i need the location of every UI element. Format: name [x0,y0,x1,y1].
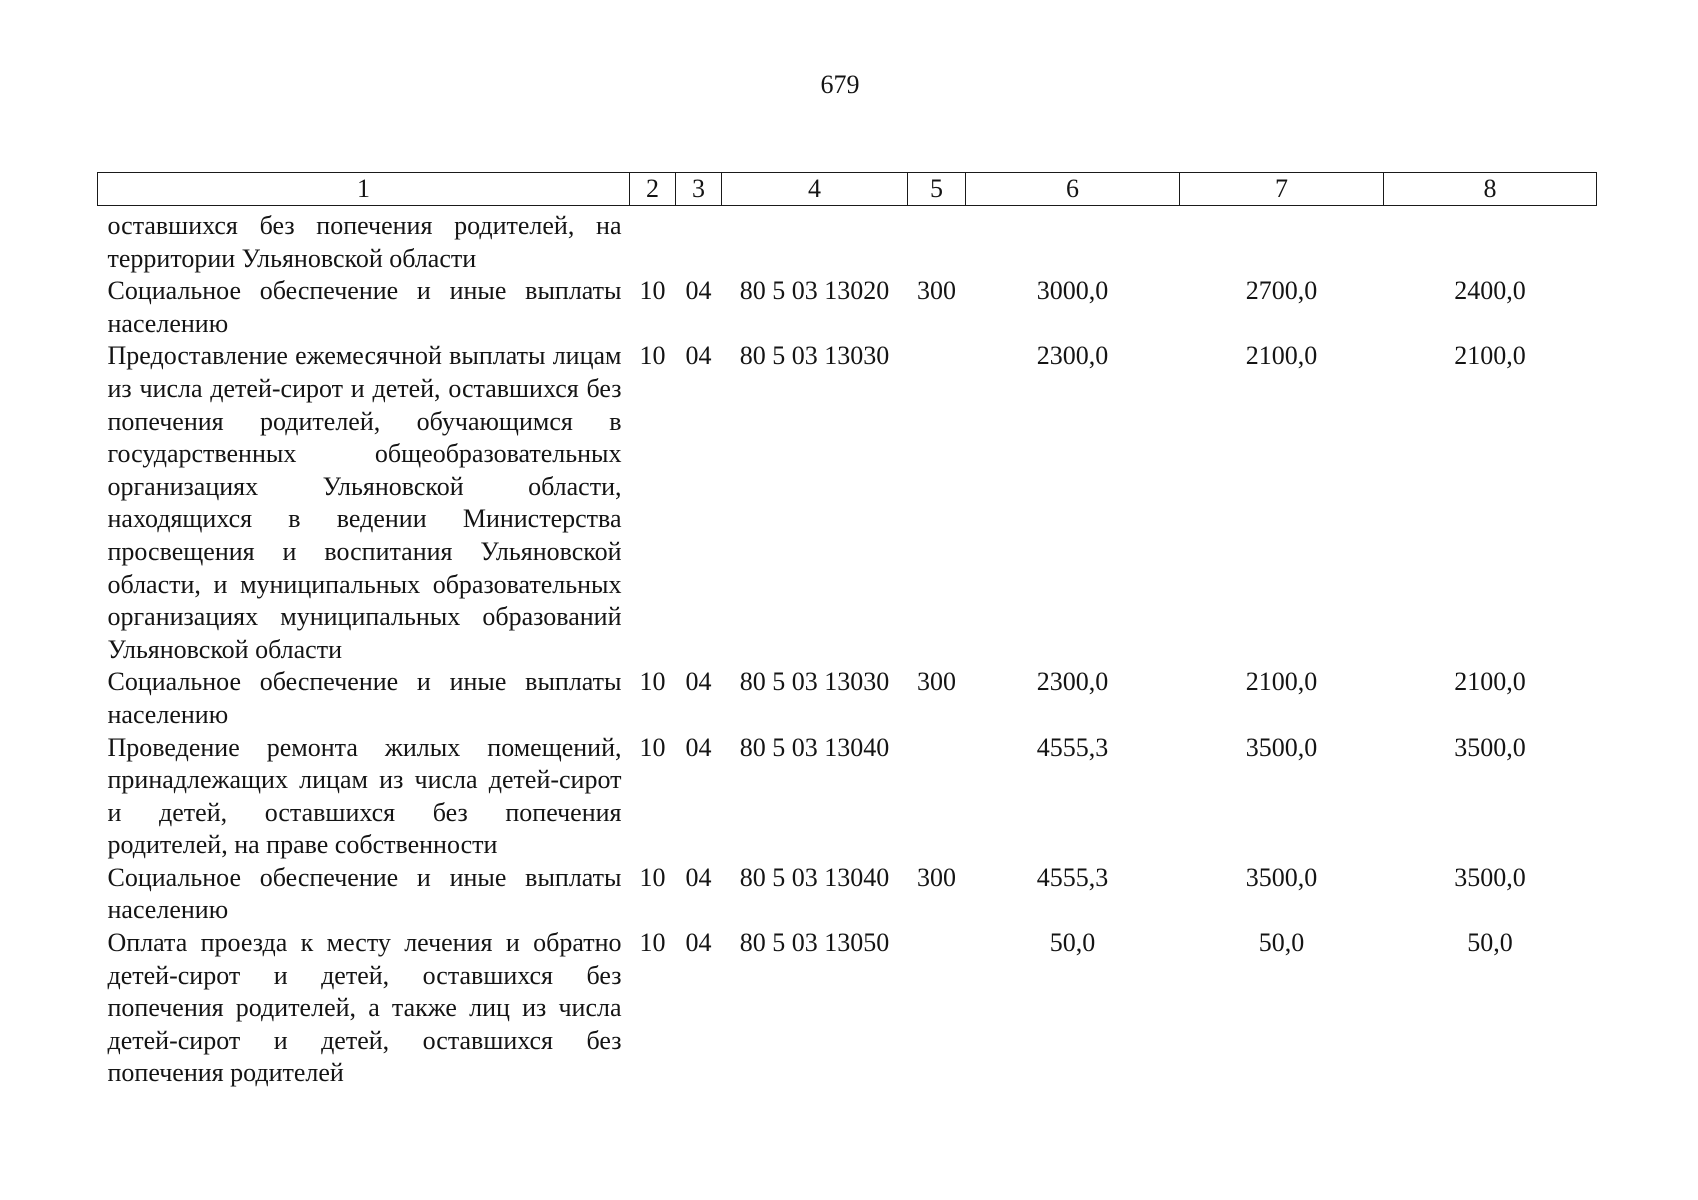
table-row [98,732,1597,862]
row-vr: 300 [917,862,956,892]
row-csr: 80 5 03 13030 [739,341,890,371]
row-year-3: 50,0 [1467,928,1513,958]
row-year-2: 2100,0 [1245,341,1318,371]
row-year-1 [966,206,1180,276]
row-year-2: 2700,0 [1245,276,1318,306]
row-csr: 80 5 03 13040 [739,862,890,892]
row-year-1: 4555,3 [1036,732,1109,762]
row-year-3: 3500,0 [1454,862,1526,892]
row-year-3: 2100,0 [1454,667,1526,697]
table-row [98,666,1597,731]
row-year-3: 2100,0 [1454,341,1526,371]
table-row [98,862,1597,927]
column-header-1: 1 [98,173,630,206]
row-year-1: 2300,0 [1036,341,1109,371]
column-header-6: 6 [966,173,1180,206]
row-name: Социальное обеспечение и иные выплаты населению [107,667,622,729]
row-year-3: 3500,0 [1454,732,1526,762]
table-row [98,206,1597,276]
row-year-3 [1384,206,1597,276]
row-year-3: 2400,0 [1454,276,1526,306]
row-name: оставшихся без попечения родителей, на территории Ульяновской области [107,211,622,273]
row-vr: 300 [917,276,956,306]
budget-table [97,172,1597,1090]
row-rz: 10 [639,928,666,958]
row-rz: 10 [639,341,666,371]
row-csr: 80 5 03 13030 [739,667,890,697]
column-header-4: 4 [722,173,908,206]
table-body [98,206,1597,1091]
table-row [98,340,1597,666]
row-year-2: 50,0 [1258,928,1305,958]
row-year-1: 4555,3 [1036,862,1109,892]
row-rz [630,206,676,276]
row-csr: 80 5 03 13040 [739,732,890,762]
column-header-7: 7 [1180,173,1384,206]
row-year-1: 50,0 [1049,928,1096,958]
row-pr: 04 [685,276,712,306]
column-header-8: 8 [1384,173,1597,206]
row-year-2: 2100,0 [1245,667,1318,697]
row-name: Социальное обеспечение и иные выплаты населению [107,862,622,925]
header-row [98,173,1597,206]
row-vr: 300 [917,667,956,697]
row-year-1: 3000,0 [1036,276,1109,306]
row-rz: 10 [639,862,666,892]
row-rz: 10 [639,667,666,697]
row-vr [908,340,966,666]
row-pr: 04 [685,862,712,892]
row-rz: 10 [639,732,666,762]
page-number: 679 [820,70,860,99]
row-csr [722,206,908,276]
row-vr [908,206,966,276]
row-rz: 10 [639,276,666,306]
row-year-2 [1180,206,1384,276]
column-header-3: 3 [676,173,722,206]
table-header [98,173,1597,206]
column-header-2: 2 [630,173,676,206]
table-row [98,275,1597,340]
row-name: Проведение ремонта жилых помещений, принадлежащих лицам из числа детей-сирот и детей, оставшихся без попечения родителей, на праве собственности [107,732,622,860]
row-year-1: 2300,0 [1036,667,1109,697]
row-pr: 04 [685,341,712,371]
row-pr: 04 [685,928,712,958]
row-year-2: 3500,0 [1245,862,1318,892]
row-name: Оплата проезда к месту лечения и обратно детей-сирот и детей, оставшихся без попечения родителей, а также лиц из числа детей-сирот и детей, оставшихся без попечения родителей [107,928,622,1088]
row-csr: 80 5 03 13020 [739,276,890,306]
row-vr [908,927,966,1090]
column-header-5: 5 [908,173,966,206]
row-name: Социальное обеспечение и иные выплаты населению [107,276,622,338]
row-pr: 04 [685,732,712,762]
row-vr [908,732,966,862]
row-name: Предоставление ежемесячной выплаты лицам из числа детей-сирот и детей, оставшихся без попечения родителей, обучающимся в государственных общеобразовательных организациях Ульяновской области, находящихся в ведении Министерства просвещения и воспитания Ульяновской области, и муниципальных образовательных организациях муниципальных образований Ульяновской области [107,341,622,664]
row-pr [676,206,722,276]
row-year-2: 3500,0 [1245,732,1318,762]
row-pr: 04 [685,667,712,697]
row-csr: 80 5 03 13050 [739,928,890,958]
table-row [98,927,1597,1090]
